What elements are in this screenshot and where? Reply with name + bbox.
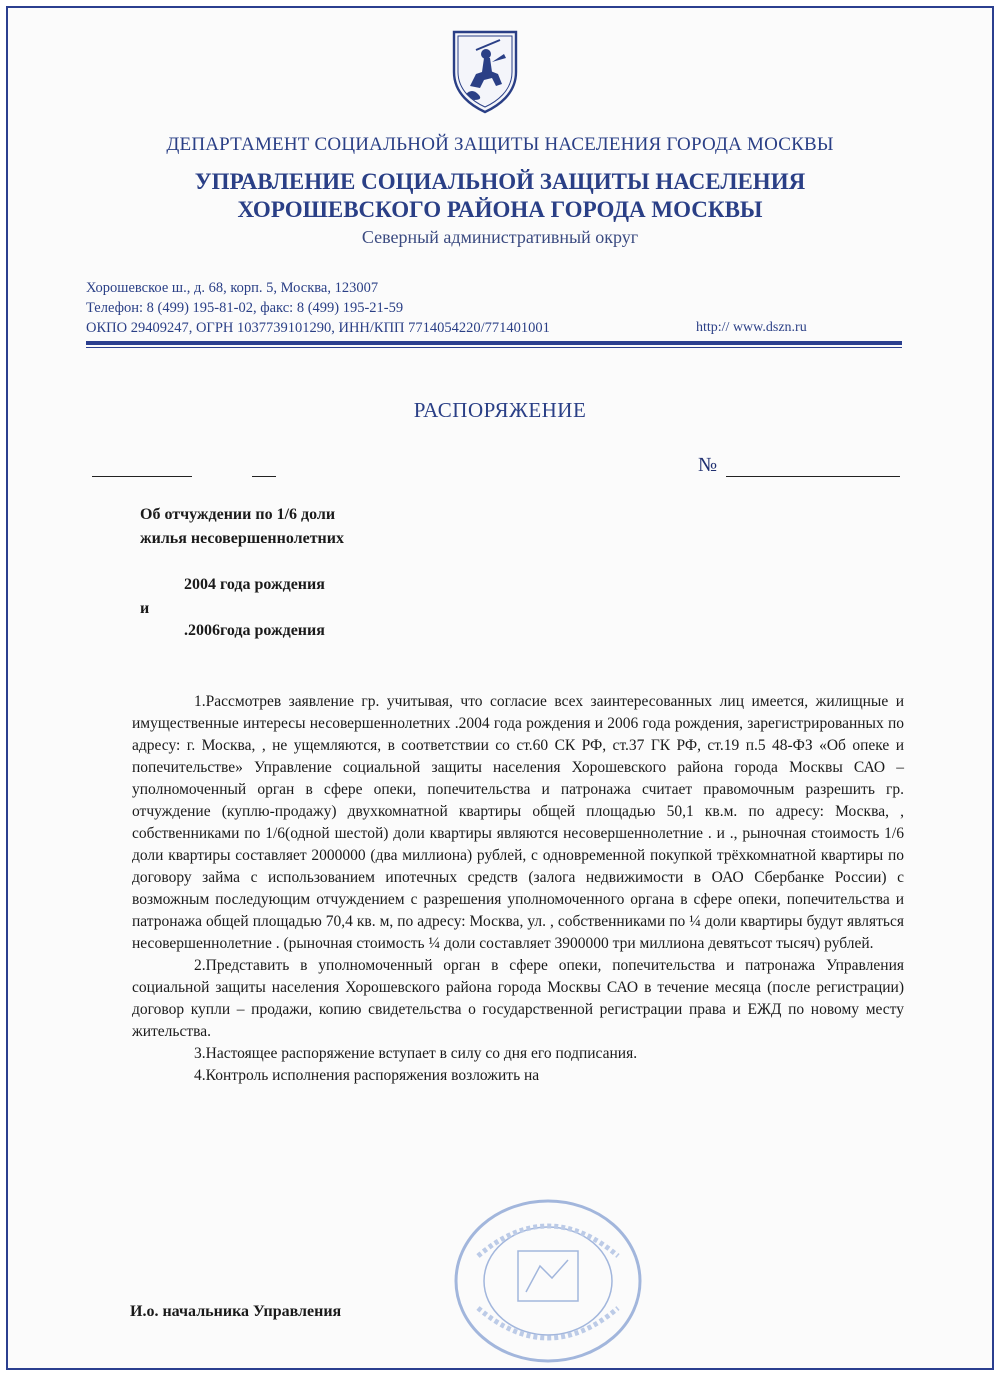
header-divider-thin xyxy=(86,347,902,348)
number-blank-line xyxy=(726,476,900,477)
subject-line-2: жилья несовершеннолетних xyxy=(140,530,344,547)
header-divider-thick xyxy=(86,341,902,345)
child-2-birth: .2006года рождения xyxy=(184,622,325,639)
department-name: ДЕПАРТАМЕНТ СОЦИАЛЬНОЙ ЗАЩИТЫ НАСЕЛЕНИЯ ГОРОДА МОСКВЫ xyxy=(166,134,834,155)
website-link[interactable]: http:// www.dszn.ru xyxy=(696,320,807,335)
document-page xyxy=(6,6,994,1370)
office-name xyxy=(8,168,992,224)
document-body xyxy=(132,691,904,1087)
office-codes: ОКПО 29409247, ОГРН 1037739101290, ИНН/КПП 7714054220/771401001 xyxy=(86,320,550,336)
paragraph-3: 3.Настоящее распоряжение вступает в силу со дня его подписания. xyxy=(194,1045,638,1062)
moscow-coat-of-arms-icon xyxy=(448,28,522,114)
signer-title: И.о. начальника Управления xyxy=(130,1303,342,1320)
district-name: Северный административный округ xyxy=(361,227,639,247)
child-1-birth: 2004 года рождения xyxy=(184,576,325,593)
office-name-line1: УПРАВЛЕНИЕ СОЦИАЛЬНОЙ ЗАЩИТЫ НАСЕЛЕНИЯ xyxy=(194,169,806,194)
document-title: РАСПОРЯЖЕНИЕ xyxy=(413,398,587,422)
paragraph-1: 1.Рассмотрев заявление гр. учитывая, что согласие всех заинтересованных лиц имеется, жилищные и имущественные интересы несовершеннолетних .2004 года рождения и 2006 года рождения, зарегистрированных по адресу: г. Москва, , не ущемляются, в соответствии со ст.60 СК РФ, ст.37 ГК РФ, ст.19 п.5 48-ФЗ «Об опеке и попечительстве» Управление социальной защиты населения Хорошевского района города Москвы САО – уполномоченный орган в сфере опеки, попечительства и патронажа считает правомочным разрешить гр. отчуждение (куплю-продажу) двухкомнатной квартиры общей площадью 50,1 кв.м. по адресу: Москва, , собственниками по 1/6(одной шестой) доли квартиры являются несовершеннолетние . и ., рыночная стоимость 1/6 доли квартиры составляет 2000000 (два миллиона) рублей, с одновременной покупкой трёхкомнатной квартиры по договору займа с использованием ипотечных средств (залога недвижимости в ОАО Сбербанке России) с возможным последующим отчуждением с разрешения уполномоченного органа в сфере опеки, попечительства и патронажа общей площадью 70,4 кв. м, по адресу: Москва, ул. , собственниками по ¼ доли квартиры будут являться несовершеннолетние . (рыночная стоимость ¼ доли составляет 3900000 три миллиона девятьсот тысяч) рублей. xyxy=(132,693,904,952)
office-phone: Телефон: 8 (499) 195-81-02, факс: 8 (499) 195-21-59 xyxy=(86,300,404,316)
subject-conjunction: и xyxy=(140,600,150,617)
paragraph-4: 4.Контроль исполнения распоряжения возложить на xyxy=(194,1067,540,1084)
office-address: Хорошевское ш., д. 68, корп. 5, Москва, 123007 xyxy=(86,280,379,296)
number-label: № xyxy=(698,454,718,476)
subject-line-1: Об отчуждении по 1/6 доли xyxy=(140,506,336,523)
date-blank-line-2 xyxy=(252,476,276,477)
date-blank-line xyxy=(92,476,192,477)
paragraph-2: 2.Представить в уполномоченный орган в сфере опеки, попечительства и патронажа Управления социальной защиты населения Хорошевского района города Москвы САО в течение месяца (после регистрации) договор купли – продажи, копию свидетельства о государственной регистрации права и ЕЖД по новому месту жительства. xyxy=(132,957,904,1040)
office-name-line2: ХОРОШЕВСКОГО РАЙОНА ГОРОДА МОСКВЫ xyxy=(237,197,763,222)
official-stamp-icon xyxy=(448,1196,648,1366)
